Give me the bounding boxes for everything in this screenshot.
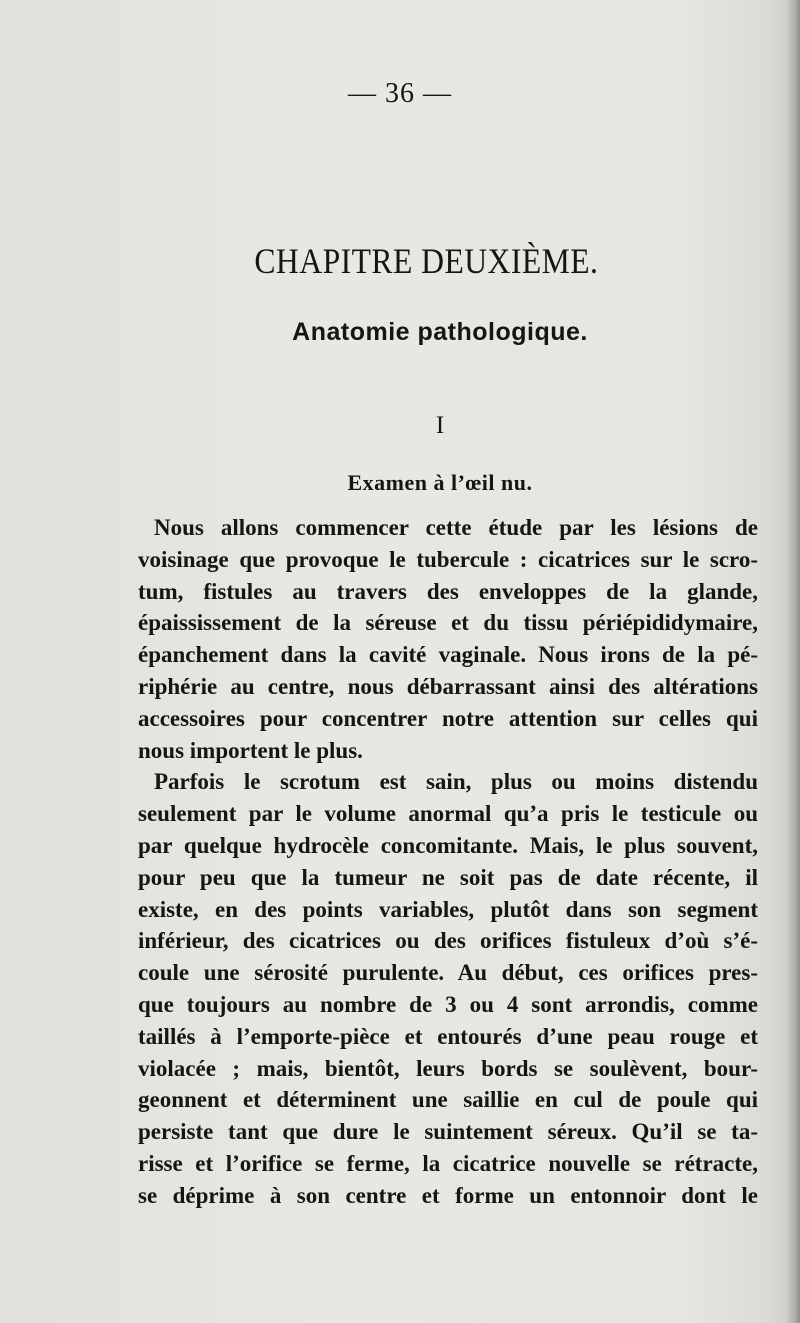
text-line: inférieur, des cicatrices ou des orifices fistuleux d’où s’é- [138, 928, 758, 954]
chapter-title: CHAPITRE DEUXIÈME. [254, 241, 599, 281]
text-line: pour peu que la tumeur ne soit pas de date récente, il [138, 864, 758, 890]
text-line: tum, fistules au travers des enveloppes de la glande, [138, 578, 758, 604]
text-line: épanchement dans la cavité vaginale. Nous irons de la pé- [138, 642, 758, 668]
text-line: taillés à l’emporte-pièce et entourés d’une peau rouge et [138, 1023, 758, 1049]
page-edge-shadow [786, 0, 800, 1323]
text-line: geonnent et déterminent une saillie en cul de poule qui [138, 1087, 758, 1113]
subsection-title: Examen à l’œil nu. [347, 470, 533, 495]
text-line: persiste tant que dure le suintement séreux. Qu’il se ta- [138, 1119, 758, 1145]
text-line: se déprime à son centre et forme un entonnoir dont le [138, 1182, 758, 1208]
text-line: nous importent le plus. [138, 737, 363, 763]
body-text [138, 512, 758, 1212]
page-number: — 36 — [348, 78, 452, 109]
text-line: par quelque hydrocèle concomitante. Mais, le plus souvent, [138, 832, 758, 858]
text-line: voisinage que provoque le tubercule : cicatrices sur le scro- [138, 546, 758, 572]
section-title: Anatomie pathologique. [292, 318, 588, 346]
section-number: I [435, 412, 445, 439]
text-line: épaississement de la séreuse et du tissu périépididymaire, [138, 610, 758, 636]
text-line: violacée ; mais, bientôt, leurs bords se soulèvent, bour- [138, 1055, 758, 1081]
text-line: seulement par le volume anormal qu’a pris le testicule ou [138, 801, 758, 827]
text-line: Parfois le scrotum est sain, plus ou moins distendu [154, 769, 758, 795]
text-line: que toujours au nombre de 3 ou 4 sont arrondis, comme [138, 991, 758, 1017]
text-line: coule une sérosité purulente. Au début, ces orifices pres- [138, 960, 758, 986]
text-line: existe, en des points variables, plutôt dans son segment [138, 896, 758, 922]
text-line: Nous allons commencer cette étude par les lésions de [154, 515, 758, 540]
text-line: accessoires pour concentrer notre attention sur celles qui [138, 705, 758, 731]
text-line: risse et l’orifice se ferme, la cicatrice nouvelle se rétracte, [138, 1150, 758, 1176]
text-line: riphérie au centre, nous débarrassant ainsi des altérations [138, 673, 758, 699]
